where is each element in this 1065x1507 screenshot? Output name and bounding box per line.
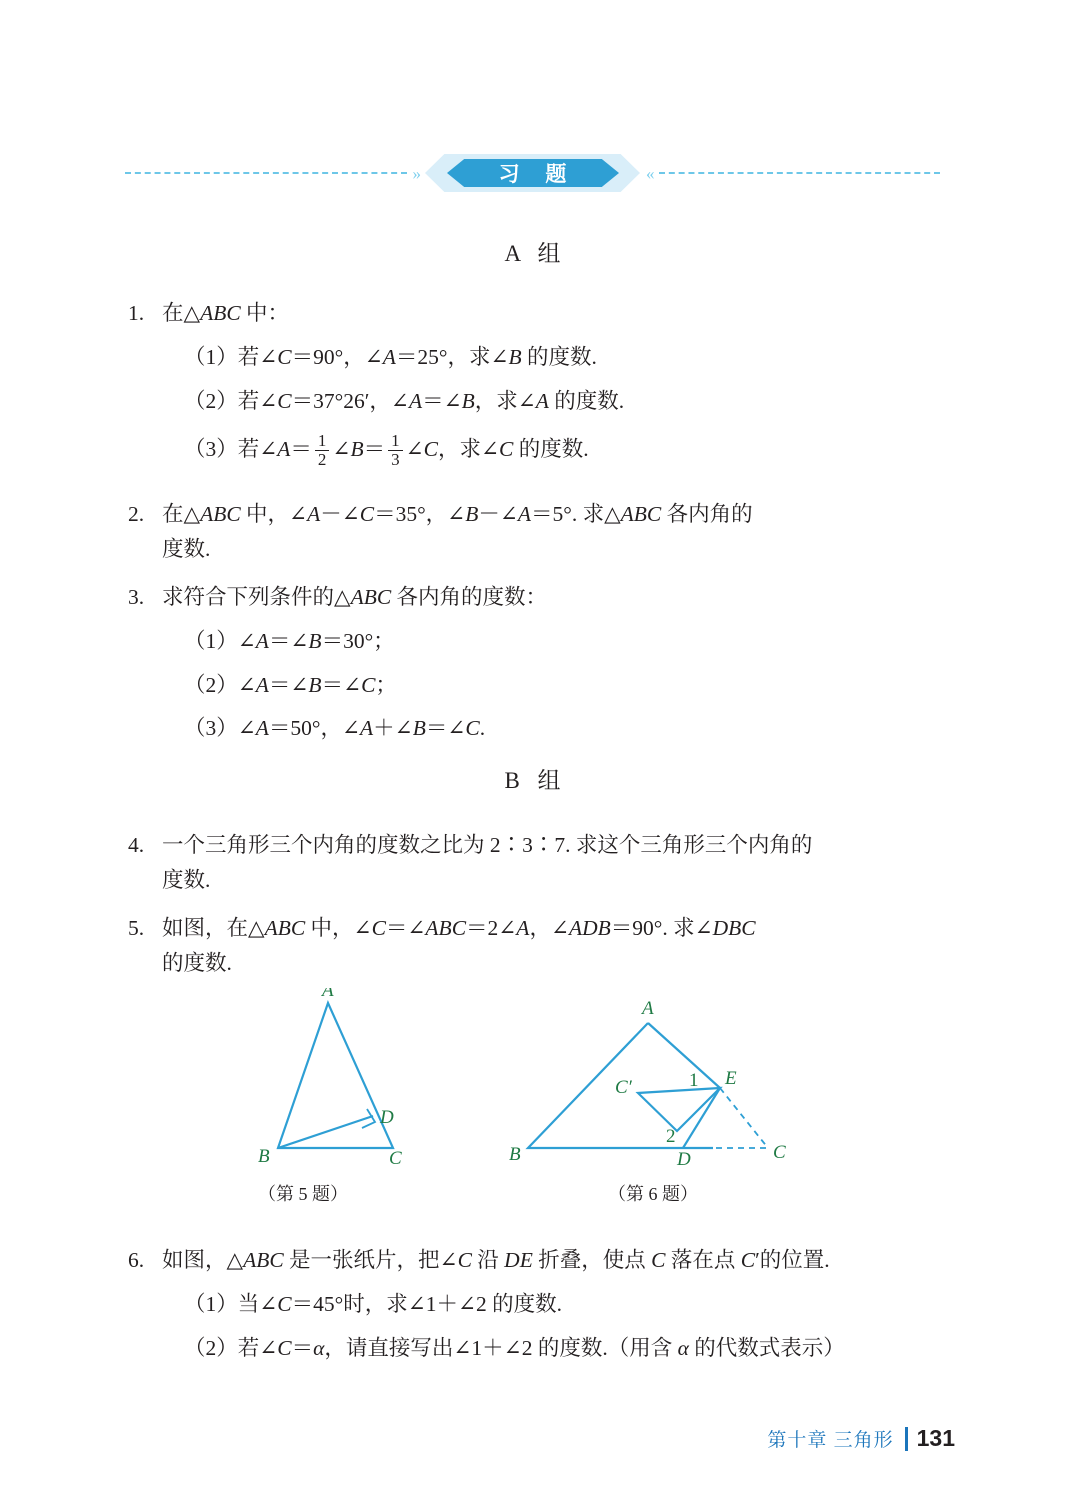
problem-2 xyxy=(128,497,938,567)
problem-2-stem: 在△ABC 中，∠A－∠C＝35°，∠B－∠A＝5°. 求△ABC 各内角的 度数. xyxy=(162,502,753,561)
problem-4 xyxy=(128,828,938,898)
problem-5-number: 5. xyxy=(128,916,145,940)
problem-3-sub-3: （3）∠A＝50°，∠A＋∠B＝∠C. xyxy=(184,716,486,741)
fig5-label-A: A xyxy=(322,988,334,1001)
fig5-label-D: D xyxy=(380,1107,394,1128)
fig5-label-B: B xyxy=(258,1146,270,1167)
fig5-label-C: C xyxy=(389,1148,402,1169)
problem-6-sub-2: （2）若∠C＝α，请直接写出∠1＋∠2 的度数.（用含 α 的代数式表示） xyxy=(184,1335,845,1360)
banner-plate xyxy=(425,152,640,194)
problem-6-stem: 如图，△ABC 是一张纸片，把∠C 沿 DE 折叠，使点 C 落在点 C′的位置. xyxy=(162,1248,830,1272)
figure-5 xyxy=(278,1003,393,1148)
footer-page-number: 131 xyxy=(916,1425,955,1451)
problem-3-sub-1: （1）∠A＝∠B＝30°； xyxy=(184,628,395,653)
problem-3-stem: 求符合下列条件的△ABC 各内角的度数： xyxy=(162,585,548,609)
footer-divider xyxy=(905,1427,908,1451)
banner-dash-right xyxy=(659,172,941,174)
fig6-label-A: A xyxy=(642,998,654,1019)
fig6-label-angle-1: 1 xyxy=(689,1070,699,1091)
problem-1-sub-1: （1）若∠C＝90°，∠A＝25°，求∠B 的度数. xyxy=(184,344,597,369)
problem-2-number: 2. xyxy=(128,502,145,526)
chevron-right-icon: » xyxy=(412,163,419,183)
figure-5-caption: （第 5 题） xyxy=(258,1184,348,1204)
problem-1-sub-2: （2）若∠C＝37°26′，∠A＝∠B，求∠A 的度数. xyxy=(184,388,625,413)
fig6-label-C: C xyxy=(773,1142,786,1163)
fig6-label-D: D xyxy=(677,1149,691,1170)
figure-6-caption: （第 6 题） xyxy=(608,1184,698,1204)
page-footer xyxy=(767,1425,955,1452)
group-b-heading: B 组 xyxy=(504,768,567,793)
fig6-label-Cp: C′ xyxy=(615,1077,632,1098)
problem-3-sub-2: （2）∠A＝∠B＝∠C； xyxy=(184,672,397,697)
problem-6-number: 6. xyxy=(128,1248,145,1272)
problem-6-sub-1: （1）当∠C＝45°时，求∠1＋∠2 的度数. xyxy=(184,1291,562,1316)
problem-1-stem: 在△ABC 中： xyxy=(162,301,290,325)
footer-chapter: 第十章 三角形 xyxy=(767,1430,894,1451)
problem-3-number: 3. xyxy=(128,585,145,609)
figure-svg xyxy=(128,988,938,1188)
group-a-heading: A 组 xyxy=(504,241,567,266)
problem-4-stem: 一个三角形三个内角的度数之比为 2∶3∶7. 求这个三角形三个内角的 度数. xyxy=(162,833,813,892)
problem-1-number: 1. xyxy=(128,301,145,325)
problem-5-stem: 如图，在△ABC 中，∠C＝∠ABC＝2∠A，∠ADB＝90°. 求∠DBC 的度数. xyxy=(162,916,756,975)
chevron-left-icon: « xyxy=(646,163,653,183)
problem-3 xyxy=(128,580,938,746)
figures-area xyxy=(128,988,938,1203)
fig6-label-angle-2: 2 xyxy=(666,1126,676,1147)
fig6-label-B: B xyxy=(509,1144,521,1165)
problem-1 xyxy=(128,296,938,470)
banner-title: 习 题 xyxy=(498,163,577,186)
problem-1-sub-3: （3）若∠A＝ $\frac{1}{2}$ ∠B＝ $\frac{1}{3}$ ∠C，求∠C 的度数. xyxy=(184,431,589,470)
problem-4-number: 4. xyxy=(128,833,145,857)
figure-6-dashed xyxy=(683,1088,768,1148)
problem-5 xyxy=(128,911,938,981)
fig6-label-E: E xyxy=(725,1068,737,1089)
problem-6 xyxy=(128,1243,938,1365)
banner-dash-left xyxy=(125,172,407,174)
exercise-banner xyxy=(125,152,940,194)
